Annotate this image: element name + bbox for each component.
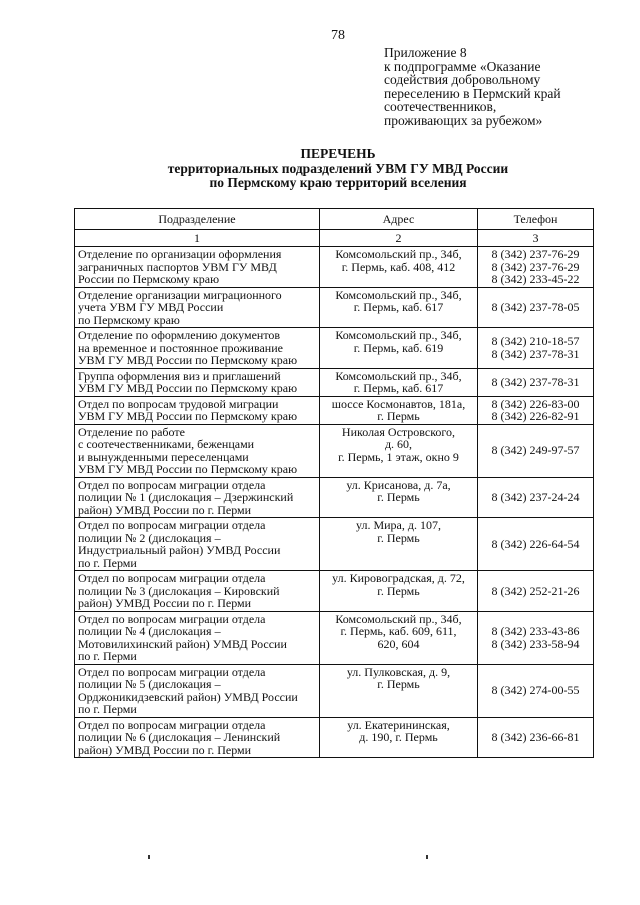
division-cell-line: Орджоникидзевский район) УМВД России [78,689,298,704]
division-cell-line: Мотовилихинский район) УМВД России [78,636,287,651]
document-subtitle [0,162,640,190]
address-cell [320,717,478,758]
division-cell-line: район) УМВД России по г. Перми [78,742,252,757]
table-row [75,664,594,717]
division-cell-line: Отделение по оформлению документов [78,328,281,342]
address-cell-line: ул. Екатерининская, [347,717,450,732]
address-cell-line: г. Пермь, каб. 609, 611, [340,624,457,638]
phone-cell-line: 8 (342) 237-76-29 [491,259,580,274]
division-cell [75,611,320,664]
division-cell [75,247,320,288]
division-cell-line: полиции № 3 (дислокация – Кировский [78,583,280,598]
phone-cell-line: 8 (342) 237-78-31 [491,346,580,361]
division-cell [75,396,320,424]
division-cell-line: по г. Перми [78,649,137,663]
appendix-line: переселению в Пермский край [384,85,561,101]
address-cell [320,247,478,288]
division-cell-line: России по Пермскому краю [78,272,220,286]
table-row [75,717,594,758]
appendix-line: к подпрограмме «Оказание [384,58,541,74]
column-header-address: Адрес [320,209,478,230]
division-cell-line: Отделение организации миграционного [78,287,282,302]
division-cell-line: заграничных паспортов УВМ ГУ МВД [78,259,277,274]
table-row [75,287,594,328]
address-cell-line: д. 60, [384,437,413,451]
address-cell-line: ул. Кировоградская, д. 72, [332,571,465,585]
phone-cell [478,368,594,396]
division-cell-line: полиции № 6 (дислокация – Ленинский [78,730,281,744]
address-cell-line: г. Пермь [377,530,420,545]
division-cell-line: Отдел по вопросам трудовой миграции [78,396,279,411]
table-row [75,368,594,396]
division-cell [75,717,320,758]
division-cell-line: Отдел по вопросам миграции отдела [78,477,266,492]
subtitle-line: по Пермскому краю территорий вселения [209,175,467,190]
phone-cell-line: 8 (342) 226-82-91 [491,409,580,423]
table-row [75,611,594,664]
address-cell-line: г. Пермь [377,677,420,691]
address-cell-line: г. Пермь, 1 этаж, окно 9 [338,449,459,464]
address-cell [320,424,478,477]
column-number: 2 [320,230,478,247]
divisions-table [74,208,594,758]
division-cell-line: Отдел по вопросам миграции отдела [78,518,266,532]
phone-cell [478,664,594,717]
division-cell-line: полиции № 4 (дислокация – [78,624,221,638]
division-cell-line: полиции № 1 (дислокация – Дзержинский [78,490,294,504]
address-cell-line: Комсомольский пр., 34б, [335,287,462,302]
phone-cell-line: 8 (342) 210-18-57 [491,334,580,349]
division-cell-line: с соотечественниками, беженцами [78,437,255,451]
appendix-line: проживающих за рубежом» [384,112,543,128]
column-header-division: Подразделение [75,209,320,230]
division-cell-line: район) УМВД России по г. Перми [78,502,252,517]
phone-cell-line: 8 (342) 226-64-54 [491,536,580,551]
phone-cell [478,611,594,664]
scan-mark [148,855,150,859]
phone-cell [478,328,594,369]
page-number: 78 [331,28,345,43]
phone-cell-line: 8 (342) 233-58-94 [491,636,580,651]
phone-cell [478,571,594,612]
division-cell [75,477,320,518]
division-cell-line: учета УВМ ГУ МВД России [78,300,224,314]
division-cell-line: по Пермскому краю [78,312,180,327]
division-cell-line: Отделение по организации оформления [78,247,282,261]
phone-cell [478,247,594,288]
address-cell-line: Николая Островского, [341,424,456,439]
phone-cell-line: 8 (342) 237-78-05 [491,300,580,314]
address-cell [320,328,478,369]
phone-cell [478,477,594,518]
phone-cell-line: 8 (342) 236-66-81 [491,730,580,744]
division-cell [75,424,320,477]
division-cell-line: Отдел по вопросам миграции отдела [78,717,266,732]
table-row [75,477,594,518]
division-cell [75,368,320,396]
address-cell [320,518,478,571]
phone-cell-line: 8 (342) 233-43-86 [491,624,580,638]
address-cell-line: г. Пермь [377,490,420,504]
table-row [75,328,594,369]
address-cell-line: г. Пермь, каб. 617 [353,381,444,395]
column-numbers-row [75,230,594,247]
division-cell-line: район) УМВД России по г. Перми [78,596,252,610]
address-cell-line: Комсомольский пр., 34б, [335,611,462,626]
address-cell-line: ул. Пулковская, д. 9, [346,664,451,679]
division-cell [75,571,320,612]
division-cell-line: Индустриальный район) УМВД России [78,543,281,557]
division-cell-line: Отдел по вопросам миграции отдела [78,664,266,679]
division-cell-line: Группа оформления виз и приглашений [78,368,281,383]
division-cell-line: Отдел по вопросам миграции отдела [78,571,266,585]
address-cell-line: 620, 604 [377,636,420,651]
address-cell-line: Комсомольский пр., 34б, [335,247,462,261]
division-cell-line: полиции № 5 (дислокация – [78,677,221,691]
division-cell [75,518,320,571]
address-cell [320,611,478,664]
column-number: 3 [478,230,594,247]
document-title: ПЕРЕЧЕНЬ [300,146,376,161]
address-cell-line: г. Пермь [377,409,420,423]
address-cell-line: д. 190, г. Пермь [359,730,438,744]
division-cell-line: полиции № 2 (дислокация – [78,530,221,545]
division-cell-line: УВМ ГУ МВД России по Пермскому краю [78,409,298,423]
address-cell [320,571,478,612]
phone-cell [478,396,594,424]
phone-cell-line: 8 (342) 237-78-31 [491,374,580,389]
phone-cell-line: 8 (342) 252-21-26 [491,583,580,598]
subtitle-line: территориальных подразделений УВМ ГУ МВД России [167,161,509,176]
address-cell-line: шоссе Космонавтов, 181а, [331,396,466,411]
division-cell-line: Отдел по вопросам миграции отдела [78,611,266,626]
address-cell-line: г. Пермь, каб. 408, 412 [341,259,456,274]
table-row [75,247,594,288]
address-cell-line: Комсомольский пр., 34б, [335,368,462,383]
address-cell-line: ул. Мира, д. 107, [356,518,441,532]
phone-cell-line: 8 (342) 249-97-57 [491,443,580,458]
phone-cell [478,717,594,758]
appendix-line: Приложение 8 [384,45,467,60]
table-row [75,424,594,477]
address-cell [320,477,478,518]
address-cell [320,664,478,717]
address-cell-line: г. Пермь [377,583,420,598]
division-cell-line: по г. Перми [78,555,137,570]
address-cell-line: г. Пермь, каб. 617 [353,300,444,314]
appendix-note [384,46,614,127]
division-cell-line: УВМ ГУ МВД России по Пермскому краю [78,462,298,476]
division-cell-line: по г. Перми [78,702,137,716]
phone-cell-line: 8 (342) 237-76-29 [491,247,580,261]
table-row [75,396,594,424]
phone-cell [478,287,594,328]
division-cell-line: Отделение по работе [78,424,185,439]
address-cell-line: Комсомольский пр., 34б, [335,328,462,342]
division-cell [75,287,320,328]
address-cell [320,368,478,396]
phone-cell [478,518,594,571]
phone-cell-line: 8 (342) 226-83-00 [491,396,580,411]
address-cell-line: г. Пермь, каб. 619 [353,340,444,355]
phone-cell-line: 8 (342) 233-45-22 [491,272,580,286]
table-row [75,518,594,571]
appendix-line: содействия добровольному [384,72,541,87]
table-row [75,571,594,612]
division-cell-line: и вынужденными переселенцами [78,449,249,464]
address-cell [320,396,478,424]
column-number: 1 [75,230,320,247]
division-cell [75,328,320,369]
division-cell-line: на временное и постоянное проживание [78,340,283,355]
scan-mark [426,855,428,859]
table-header-row [75,209,594,230]
phone-cell-line: 8 (342) 237-24-24 [491,490,580,504]
division-cell [75,664,320,717]
phone-cell [478,424,594,477]
division-cell-line: УВМ ГУ МВД России по Пермскому краю [78,381,298,395]
division-cell-line: УВМ ГУ МВД России по Пермскому краю [78,353,298,367]
phone-cell-line: 8 (342) 274-00-55 [491,683,580,698]
column-header-phone: Телефон [478,209,594,230]
appendix-line: соотечественников, [384,99,497,114]
address-cell [320,287,478,328]
address-cell-line: ул. Крисанова, д. 7а, [346,477,451,492]
